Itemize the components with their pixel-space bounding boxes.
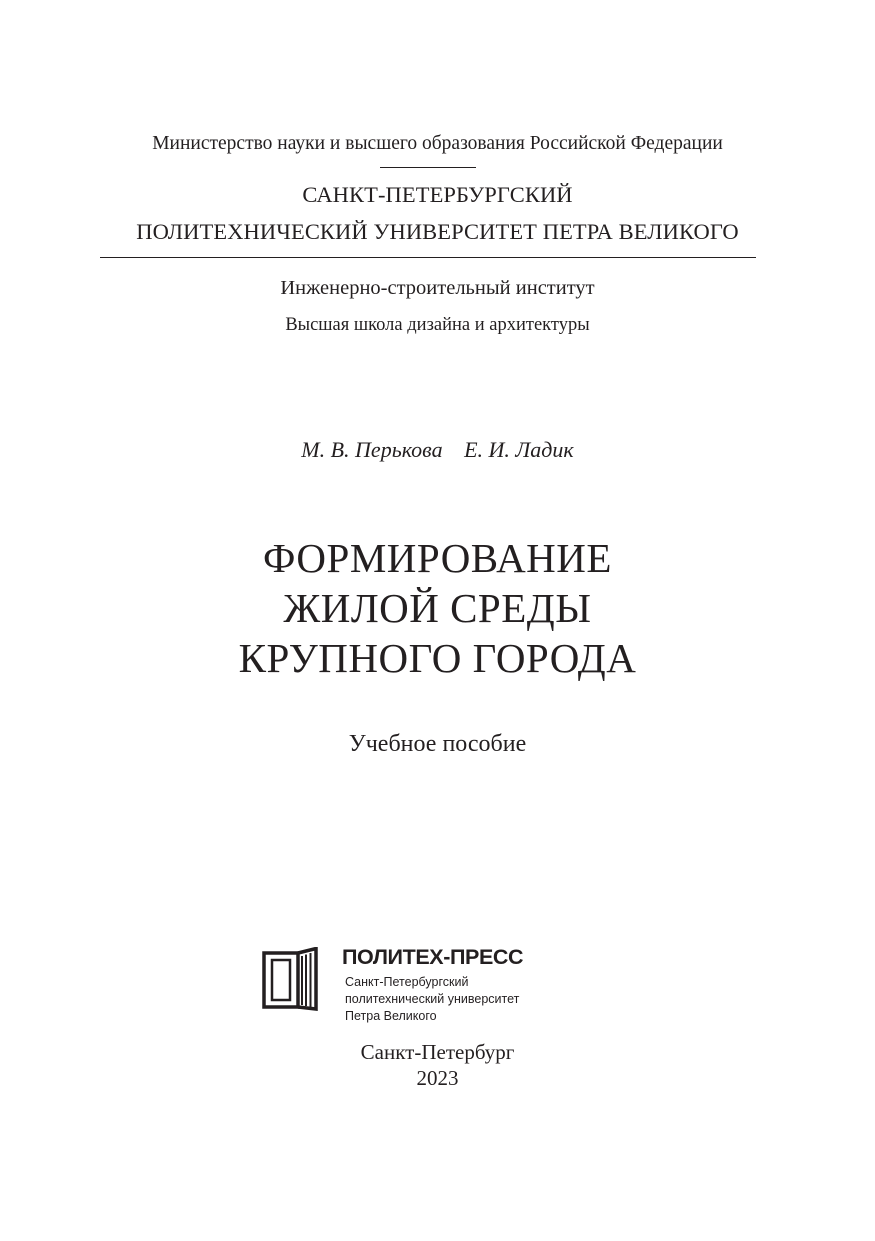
institute-name: Инженерно-строительный институт — [280, 277, 595, 299]
publisher-line2: политехнический университет — [345, 992, 520, 1006]
book-subtitle: Учебное пособие — [348, 731, 527, 757]
author-2: Е. И. Ладик — [464, 437, 574, 462]
publication-city: Санкт-Петербург — [360, 1040, 515, 1064]
short-divider — [380, 167, 476, 168]
book-doorway-icon — [262, 947, 320, 1011]
publisher-line3: Петра Великого — [345, 1009, 437, 1023]
university-name-line2: ПОЛИТЕХНИЧЕСКИЙ УНИВЕРСИТЕТ ПЕТРА ВЕЛИКОГО — [136, 219, 739, 244]
school-name: Высшая школа дизайна и архитектуры — [285, 315, 590, 335]
publisher-line1: Санкт-Петербургский — [345, 975, 469, 989]
university-name-line1: САНКТ-ПЕТЕРБУРГСКИЙ — [302, 182, 573, 207]
authors — [0, 437, 875, 463]
author-1: М. В. Перькова — [301, 437, 443, 462]
publisher-name: ПОЛИТЕХ-ПРЕСС — [342, 945, 524, 969]
ministry-line: Министерство науки и высшего образования Российской Федерации — [152, 133, 723, 154]
book-title-line2: ЖИЛОЙ СРЕДЫ — [283, 585, 592, 631]
long-divider — [100, 257, 756, 258]
publication-year: 2023 — [416, 1066, 459, 1090]
book-title-line3: КРУПНОГО ГОРОДА — [238, 635, 637, 681]
book-title-line1: ФОРМИРОВАНИЕ — [263, 535, 612, 581]
